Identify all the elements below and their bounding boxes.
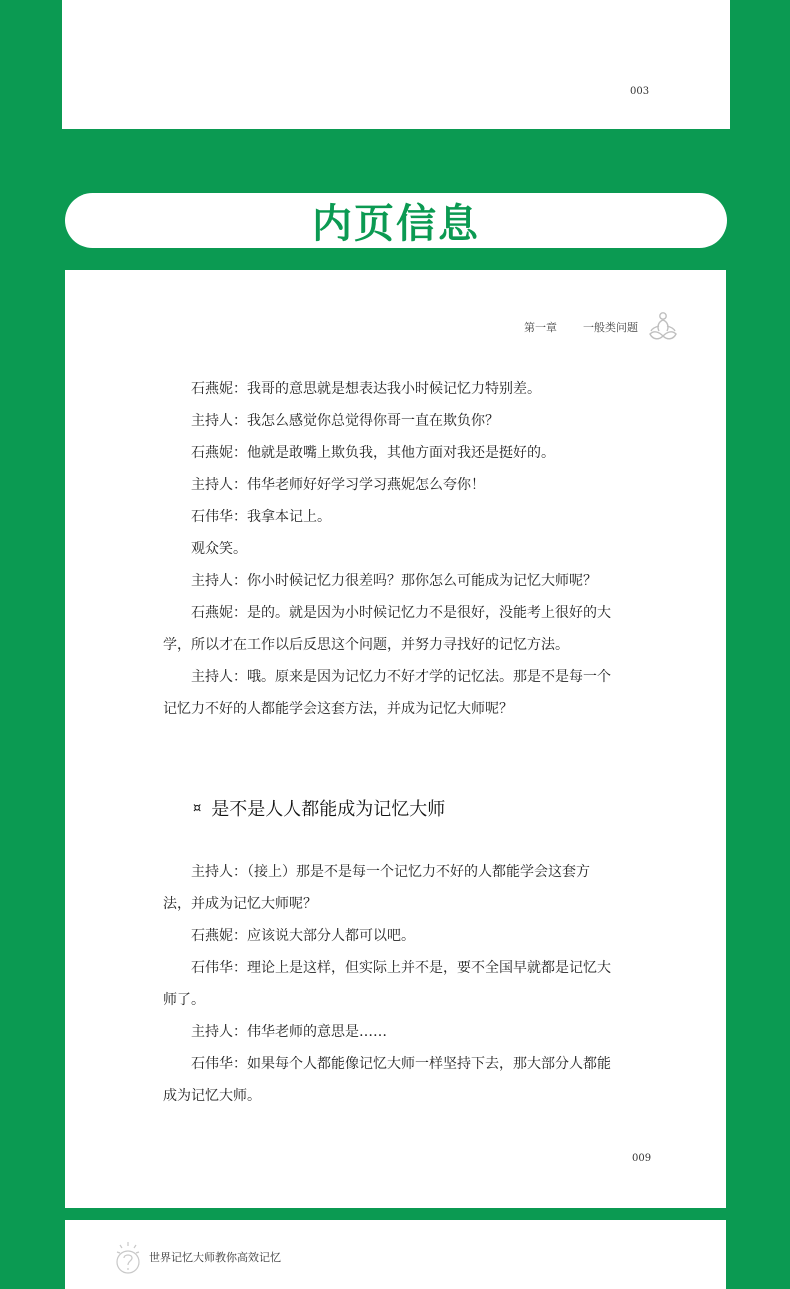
text-line: 石燕妮：应该说大部分人都可以吧。: [191, 928, 415, 944]
book-title: 世界记忆大师教你高效记忆: [149, 1251, 281, 1264]
text-line: 主持人：你小时候记忆力很差吗？那你怎么可能成为记忆大师呢？: [191, 573, 597, 589]
dialogue-paragraph: [163, 920, 643, 952]
dialogue-paragraph: [163, 1016, 643, 1048]
text-line: 法，并成为记忆大师呢？: [163, 896, 317, 912]
dialogue-paragraph: [163, 952, 643, 1016]
section-title: 是不是人人都能成为记忆大师: [211, 799, 446, 820]
text-line: 主持人：伟华老师的意思是……: [191, 1024, 387, 1040]
bottom-page: [65, 1220, 726, 1289]
section-banner: [65, 193, 727, 248]
dialogue-paragraph: [163, 597, 643, 661]
text-line: 主持人：（接上）那是不是每一个记忆力不好的人都能学会这套方: [191, 864, 590, 880]
text-line: 主持人：我怎么感觉你总觉得你哥一直在欺负你？: [191, 413, 499, 429]
dialogue-block-2: [163, 856, 643, 1112]
dialogue-paragraph: [163, 856, 643, 920]
text-line: 石伟华：如果每个人都能像记忆大师一样坚持下去，那大部分人都能: [191, 1056, 611, 1072]
page-number: 003: [630, 86, 650, 97]
section-heading: [193, 795, 445, 821]
dialogue-paragraph: [163, 373, 643, 405]
dialogue-paragraph: [163, 1048, 643, 1112]
running-header: [524, 310, 680, 344]
text-line: 石燕妮：是的。就是因为小时候记忆力不是很好，没能考上很好的大: [191, 605, 611, 621]
dialogue-paragraph: [163, 405, 643, 437]
section-label: 一般类问题: [583, 321, 638, 334]
text-line: 师了。: [163, 992, 205, 1008]
banner-title: 内页信息: [312, 201, 480, 247]
text-line: 石伟华：我拿本记上。: [191, 509, 331, 525]
dialogue-paragraph: [163, 469, 643, 501]
text-line: 观众笑。: [191, 541, 247, 557]
top-page: [62, 0, 730, 129]
main-page: [65, 270, 726, 1208]
dialogue-paragraph: [163, 533, 643, 565]
text-line: 成为记忆大师。: [163, 1088, 261, 1104]
lotus-meditation-icon: [646, 310, 680, 344]
dialogue-paragraph: [163, 501, 643, 533]
page-number: 009: [632, 1153, 652, 1164]
dialogue-paragraph: [163, 437, 643, 469]
brain-lightbulb-icon: [113, 1234, 143, 1280]
text-line: 主持人：伟华老师好好学习学习燕妮怎么夸你！: [191, 477, 485, 493]
dialogue-paragraph: [163, 661, 643, 725]
chapter-label: 第一章: [524, 321, 557, 334]
text-line: 石伟华：理论上是这样，但实际上并不是，要不全国早就都是记忆大: [191, 960, 611, 976]
text-line: 石燕妮：我哥的意思就是想表达我小时候记忆力特别差。: [191, 381, 541, 397]
text-line: 记忆力不好的人都能学会这套方法，并成为记忆大师呢？: [163, 701, 513, 717]
dialogue-block-1: [163, 373, 643, 725]
dialogue-paragraph: [163, 565, 643, 597]
footer-brand: [113, 1234, 281, 1280]
text-line: 主持人：哦。原来是因为记忆力不好才学的记忆法。那是不是每一个: [191, 669, 611, 685]
text-line: 石燕妮：他就是敢嘴上欺负我，其他方面对我还是挺好的。: [191, 445, 555, 461]
section-bullet: ¤: [193, 800, 202, 816]
text-line: 学，所以才在工作以后反思这个问题，并努力寻找好的记忆方法。: [163, 637, 569, 653]
